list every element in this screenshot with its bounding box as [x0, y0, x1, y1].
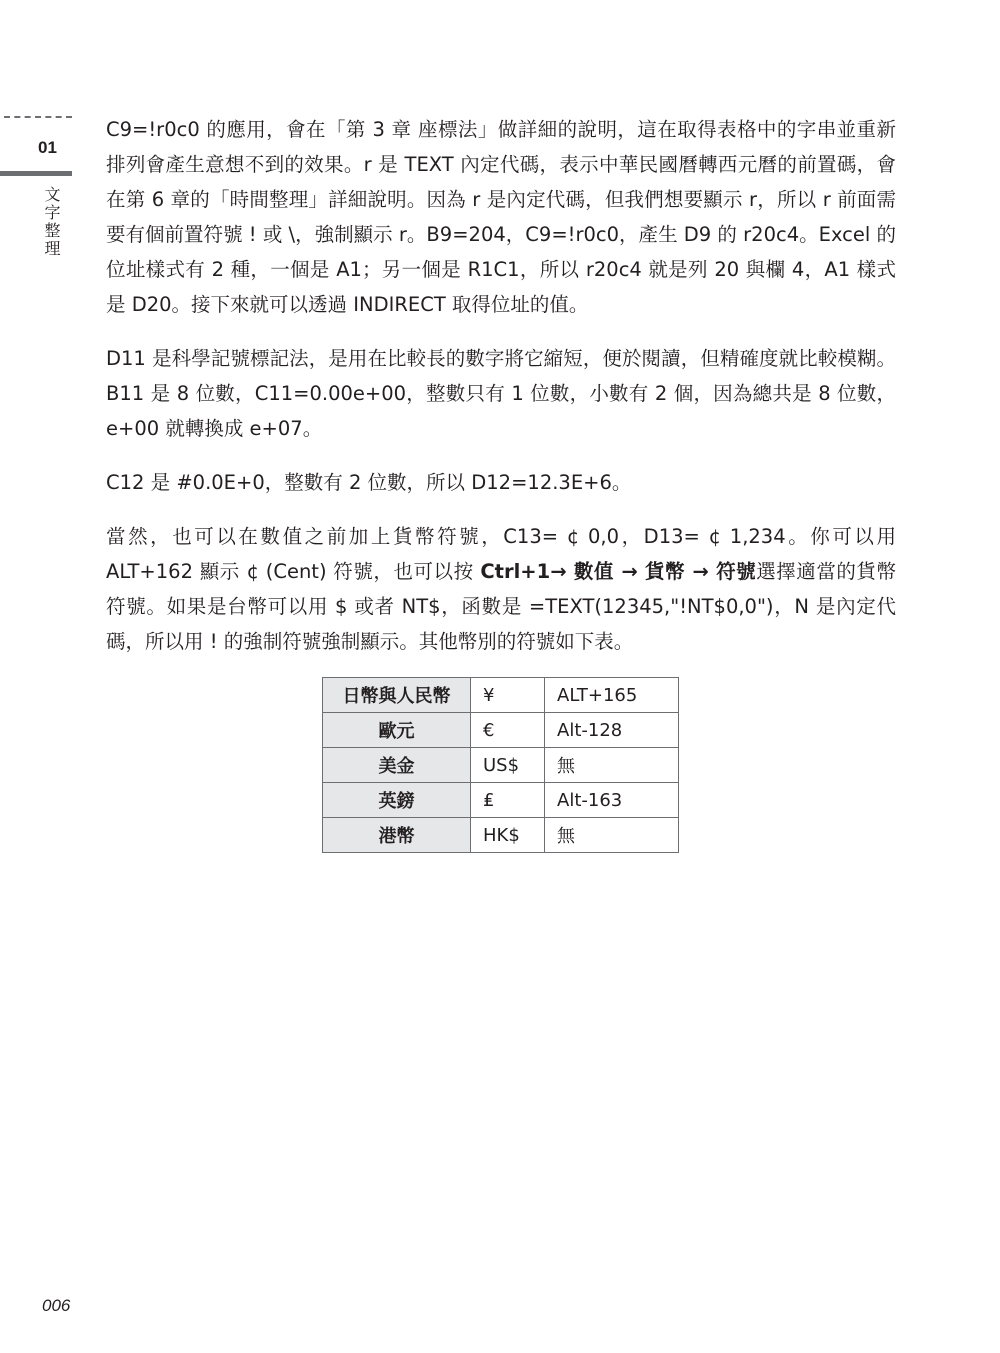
currency-name: 美金	[323, 748, 471, 783]
table-row	[323, 678, 679, 713]
chapter-number: 01	[38, 138, 57, 157]
currency-name: 歐元	[323, 713, 471, 748]
currency-symbol: US$	[471, 748, 545, 783]
currency-table	[322, 677, 679, 853]
currency-code: 無	[545, 748, 679, 783]
currency-symbol: €	[471, 713, 545, 748]
currency-name: 英鎊	[323, 783, 471, 818]
currency-symbol: HK$	[471, 818, 545, 853]
table-row	[323, 713, 679, 748]
chapter-divider	[4, 116, 72, 118]
currency-code: ALT+165	[545, 678, 679, 713]
currency-symbol: ₤	[471, 783, 545, 818]
chapter-bar	[0, 171, 72, 176]
currency-code: Alt-163	[545, 783, 679, 818]
table-row	[323, 748, 679, 783]
paragraph-currency-rest: 選擇適當的貨幣符號。如果是台幣可以用 $ 或者 NT$，函數是 =TEXT(12345,"!NT$0,0")，N 是內定代碼，所以用 ! 的強制符號強制顯示。其他幣別的符號如下表。	[106, 560, 896, 653]
paragraph-c12: C12 是 #0.0E+0，整數有 2 位數，所以 D12=12.3E+6。	[106, 471, 632, 494]
currency-symbol: ¥	[471, 678, 545, 713]
page-number: 006	[42, 1296, 71, 1315]
table-row	[323, 783, 679, 818]
currency-name: 港幣	[323, 818, 471, 853]
paragraph-r0c0: C9=!r0c0 的應用，會在「第 3 章 座標法」做詳細的說明，這在取得表格中的字串並重新排列會產生意想不到的效果。r 是 TEXT 內定代碼，表示中華民國曆轉西元曆的前置碼，會在第 6 章的「時間整理」詳細說明。因為 r 是內定代碼，但我們想要顯示 r，所以 r 前面需要有個前置符號 ! 或 \，強制顯示 r。B9=204，C9=!r0c0，產生 D9 的 r20c4。Excel 的位址樣式有 2 種，一個是 A1；另一個是 R1C1，所以 r20c4 就是列 20 與欄 4，A1 樣式是 D20。接下來就可以透過 INDIRECT 取得位址的值。	[106, 118, 896, 316]
paragraph-currency	[106, 519, 896, 659]
currency-name: 日幣與人民幣	[323, 678, 471, 713]
page-body	[106, 112, 896, 678]
paragraph-scientific: D11 是科學記號標記法，是用在比較長的數字將它縮短，便於閱讀，但精確度就比較模糊。B11 是 8 位數，C11=0.00e+00，整數只有 1 位數，小數有 2 個，因為總共是 8 位數，e+00 就轉換成 e+07。	[106, 347, 896, 440]
currency-code: Alt-128	[545, 713, 679, 748]
table-row	[323, 818, 679, 853]
chapter-title: 文字整理	[42, 186, 61, 258]
paragraph-currency-intro: 當然，也可以在數值之前加上貨幣符號，C13= ¢ 0,0，D13= ¢ 1,234。你可以用 ALT+162 顯示 ¢ (Cent) 符號，也可以按	[106, 525, 896, 583]
currency-code: 無	[545, 818, 679, 853]
menu-path: Ctrl+1→ 數值 → 貨幣 → 符號	[480, 560, 757, 583]
